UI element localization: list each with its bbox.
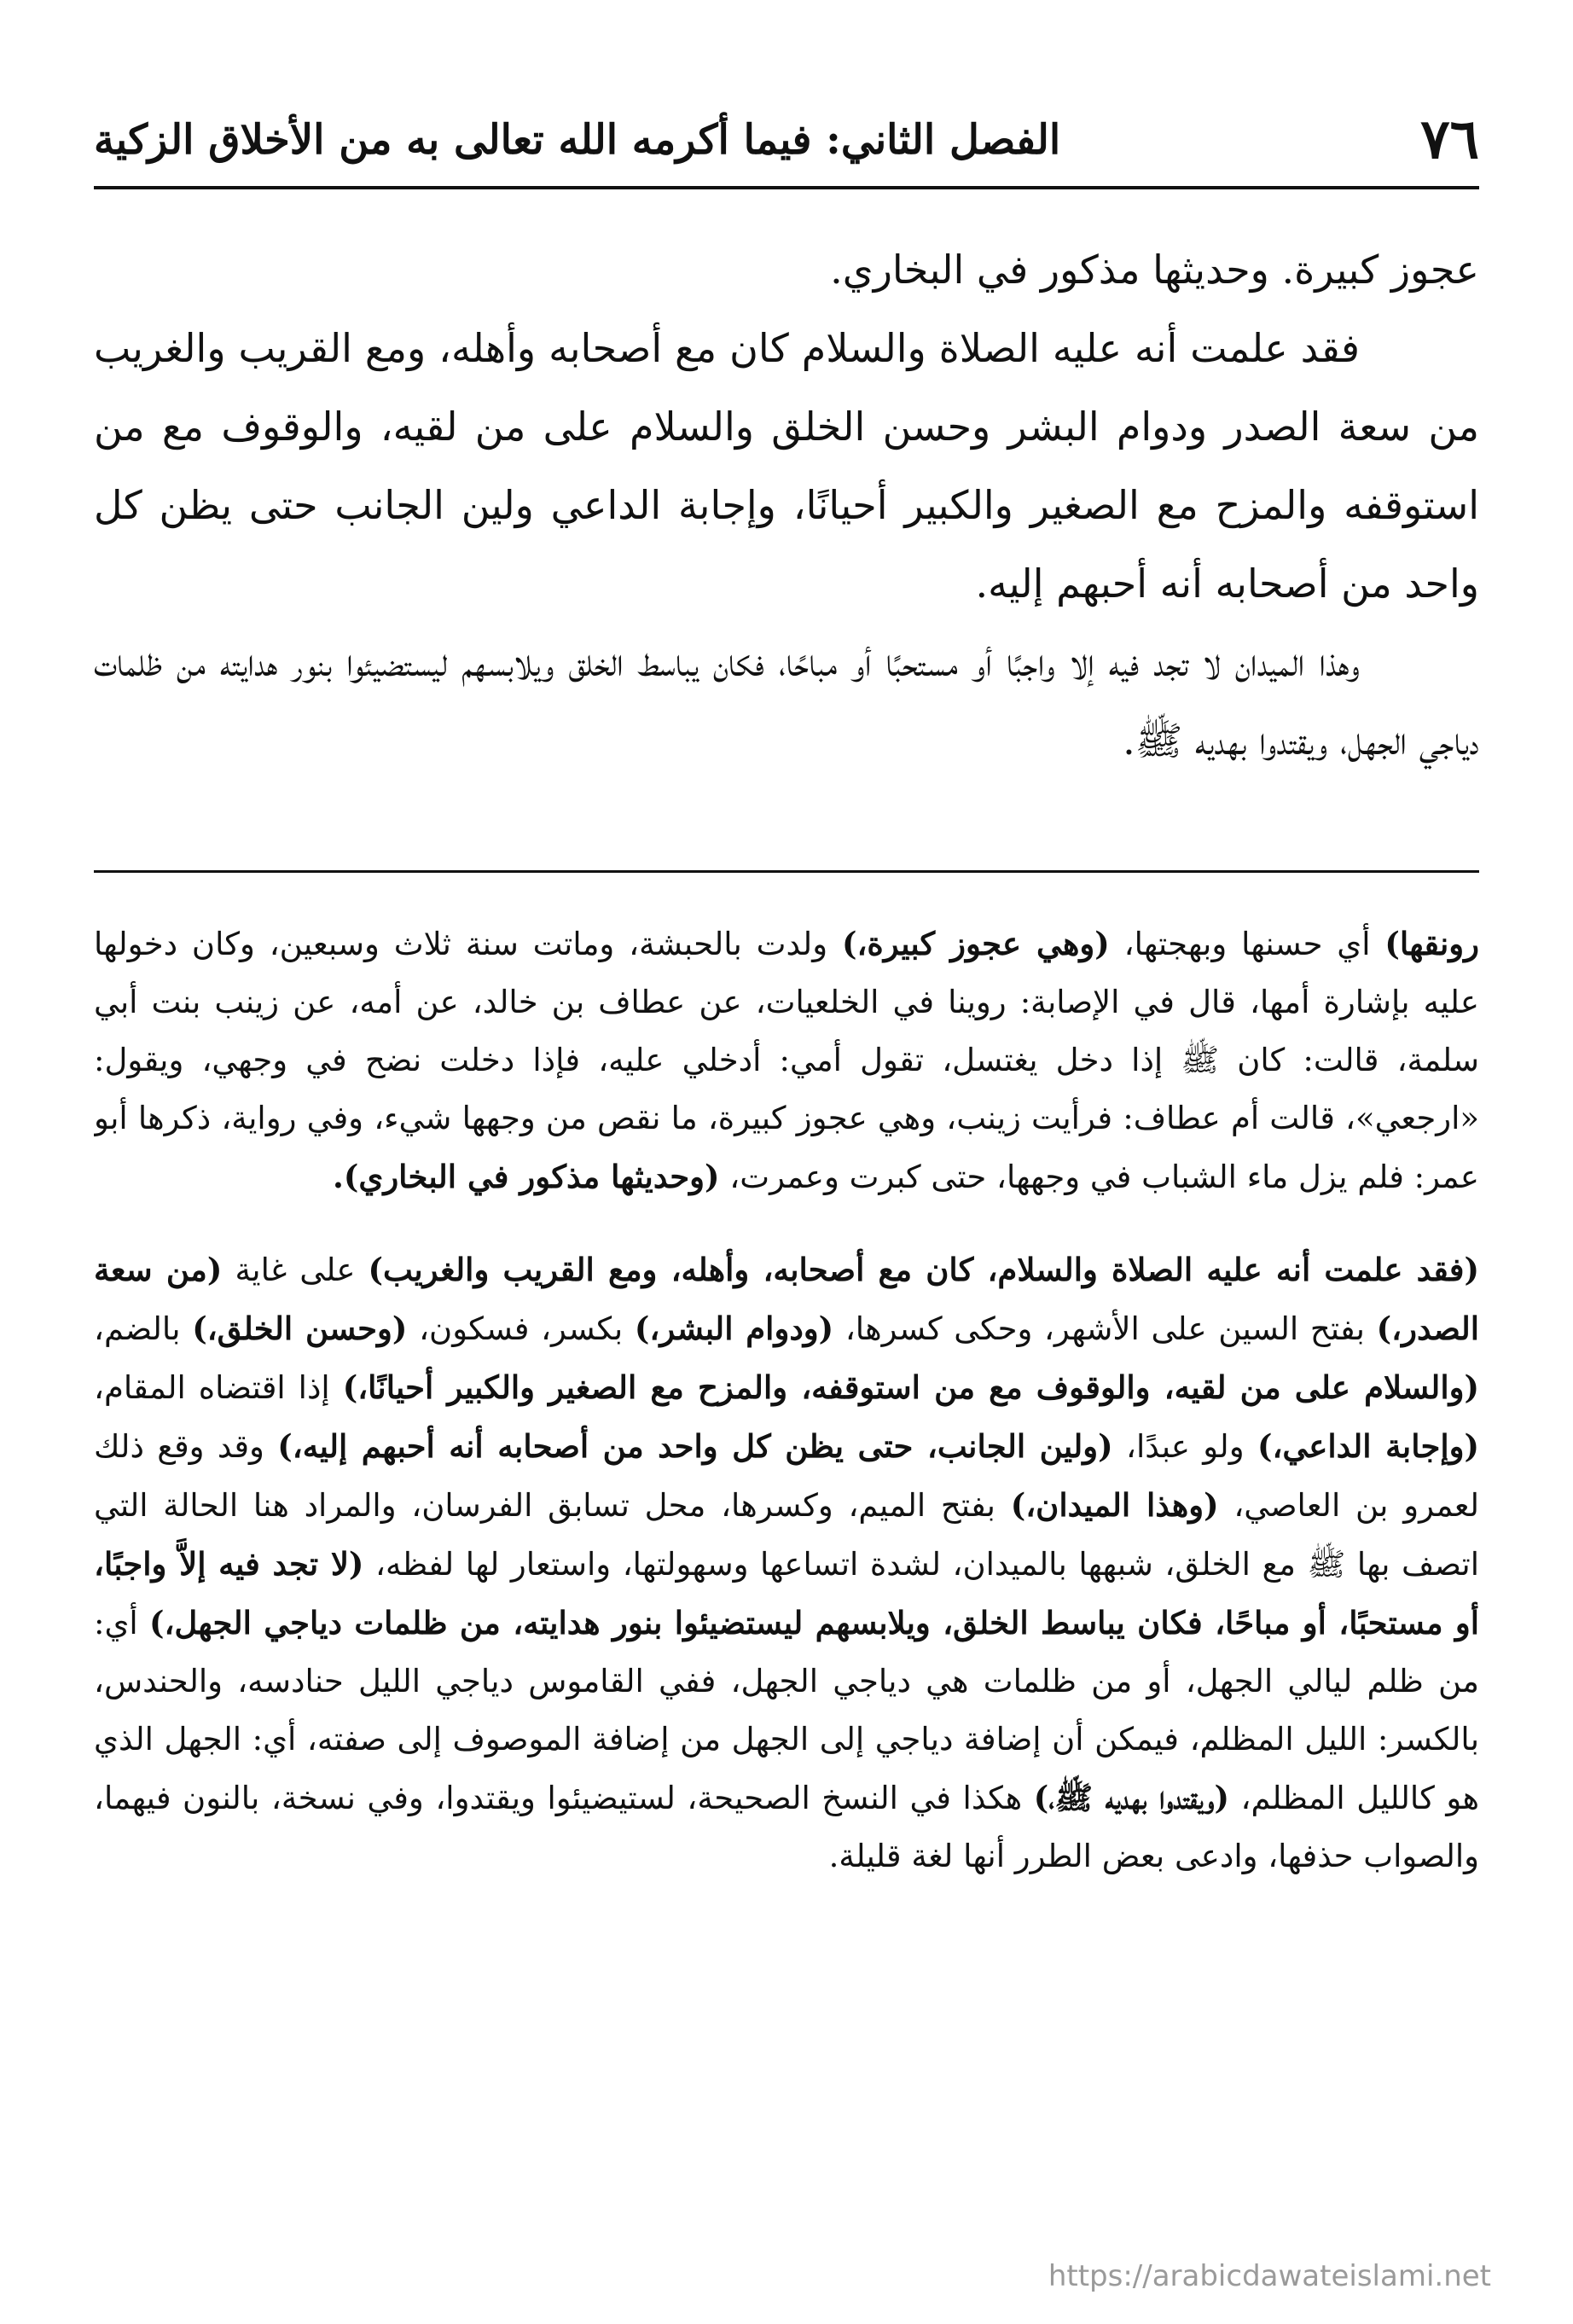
quoted-text: (وهذا الميدان،) [1010,1486,1219,1524]
commentary-text: أي: من ظلم ليالي الجهل، أو من ظلمات هي دياجي الجهل، ففي القاموس دياجي الليل حنادسه، والحندس، بالكسر: الليل المظلم، فيمكن أن إضافة دياجي إلى الجهل من إضافة الموصوف إلى صفته، أي: الجهل الذي هو كالليل المظلم، [94,1605,1479,1816]
running-title: الفصل الثاني: فيما أكرمه الله تعالى به من الأخلاق الزكية [94,116,1061,164]
commentary [94,915,1479,2246]
quoted-text: (وهي عجوز كبيرة،) [841,925,1110,962]
quoted-text: (وحسن الخلق،) [192,1310,408,1347]
main-paragraph-1: عجوز كبيرة. وحديثها مذكور في البخاري. [830,247,1479,293]
main-text [94,230,1479,862]
quoted-text: رونقها) [1384,925,1479,962]
commentary-text: بفتح الميم، وكسرها، محل تسابق الفرسان، والمراد هنا الحالة التي اتصف بها ﷺ مع الخلق، شبهها بالميدان، لشدة اتساعها وسهولتها، واستعار لها لفظه، [94,1487,1479,1583]
quoted-text: (ودوام البشر،) [634,1310,834,1347]
header-rule [94,186,1479,189]
commentary-text: بالضم، [94,1310,193,1347]
quoted-text: (ولين الجانب، حتى يظن كل واحد من أصحابه أنه أحبهم إليه،) [277,1427,1113,1465]
commentary-text: بفتح السين على الأشهر، وحكى كسرها، [833,1310,1377,1347]
quoted-text: (فقد علمت أنه عليه الصلاة والسلام، كان مع أصحابه، وأهله، ومع القريب والغريب) [368,1251,1479,1288]
commentary-text: ولو عبدًا، [1112,1428,1257,1465]
commentary-paragraph-2 [94,1240,1479,1885]
footnote-rule [94,870,1479,873]
quoted-text: (لا تجد فيه إلاَّ واجبًا، أو مستحبًا، أو مباحًا، فكان يباسط الخلق، ويلابسهم ليستضيئوا بنور هدايته، من ظلمات دياجي الجهل،) [94,1545,1479,1641]
main-paragraph-2: فقد علمت أنه عليه الصلاة والسلام كان مع أصحابه وأهله، ومع القريب والغريب من سعة الصدر ودوام البشر وحسن الخلق والسلام على من لقيه، والوقوف مع من استوقفه والمزح مع الصغير والكبير أحيانًا، وإجابة الداعي ولين الجانب حتى يظن كل واحد من أصحابه أنه أحبهم إليه. [94,325,1479,607]
commentary-text: ولدت بالحبشة، وماتت سنة ثلاث وسبعين، وكان دخولها عليه بإشارة أمها، قال في الإصابة: روينا في الخلعيات، عن عطاف بن خالد، عن أمه، عن زينب بنت أبي سلمة، قالت: كان ﷺ إذا دخل يغتسل، تقول أمي: أدخلي عليه، فإذا دخلت نضح في وجهي، ويقول: «ارجعي»، قالت أم عطاف: فرأيت زينب، وهي عجوز كبيرة، ما نقص من وجهها شيء، وفي رواية، ذكرها أبو عمر: فلم يزل ماء الشباب في وجهها، حتى كبرت وعمرت، [94,926,1479,1195]
quoted-text: (والسلام على من لقيه، والوقوف مع من استوقفه، والمزح مع الصغير والكبير أحيانًا،) [342,1368,1479,1406]
page-header [94,101,1479,183]
commentary-text: على غاية [222,1252,369,1288]
commentary-text: هكذا في النسخ الصحيحة، لستيضيئوا ويقتدوا، وفي نسخة، بالنون فيهما، والصواب حذفها، وادعى بعض الطرر أنها لغة قليلة. [94,1780,1479,1874]
source-watermark: https://arabicdawateislami.net [1048,2259,1491,2293]
commentary-paragraph-1 [94,915,1479,1206]
quoted-text: (من سعة الصدر،) [94,1251,1479,1347]
main-paragraph-3: وهذا الميدان لا تجد فيه إلا واجبًا أو مستحبًا أو مباحًا، فكان يباسط الخلق ويلابسهم ليستضيئوا بنور هدايته من ظلمات دياجي الجهل، ويقتدوا بهديه ﷺ. [94,639,1479,764]
commentary-text: بكسر، فسكون، [407,1310,635,1347]
page-number: ٧٦ [1420,107,1479,171]
commentary-text: أي حسنها وبهجتها، [1109,926,1385,962]
quoted-text: (وإجابة الداعي،) [1257,1427,1479,1465]
commentary-text: إذا اقتضاه المقام، [94,1369,343,1406]
commentary-text: وقد وقع ذلك لعمرو بن العاصي، [94,1428,1479,1524]
quoted-text: (ويقتدوا بهديه ﷺ،) [1033,1779,1230,1816]
quoted-text: (وحديثها مذكور في البخاري). [332,1158,720,1195]
